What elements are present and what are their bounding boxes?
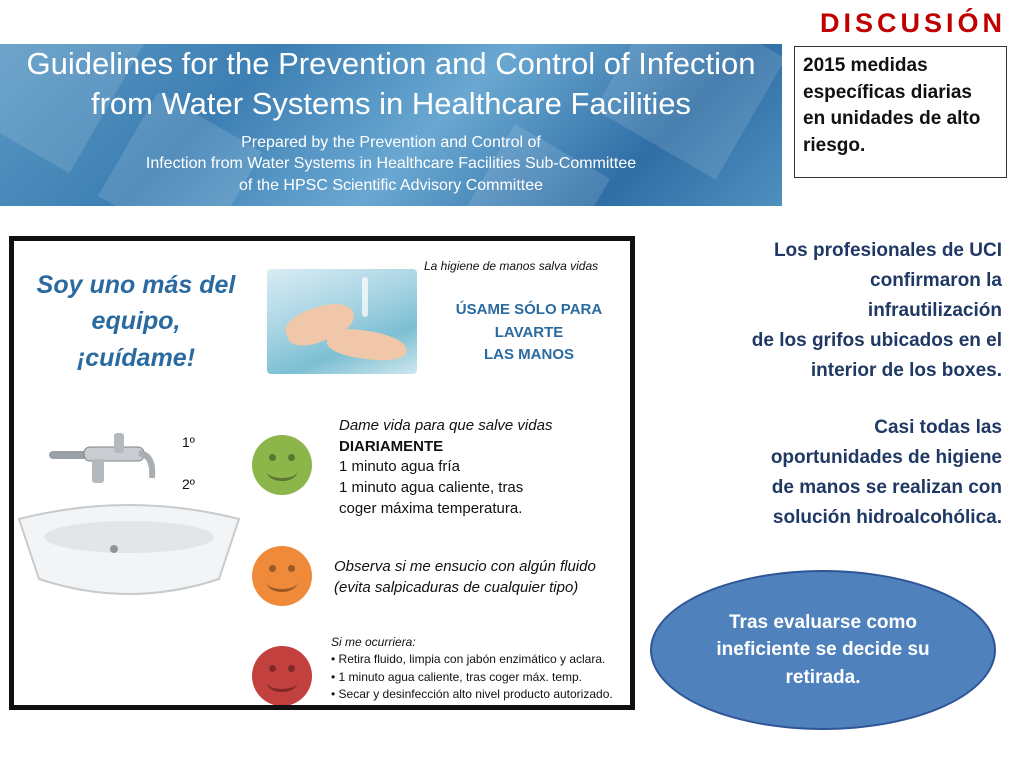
conclusion-text: Tras evaluarse como ineficiente se decide su retirada. [716, 611, 930, 688]
observe-line1: Observa si me ensucio con algún fluido [334, 558, 596, 575]
finding1-line5: interior de los boxes. [810, 360, 1002, 382]
finding1-line4: de los grifos ubicados en el [751, 330, 1002, 352]
measures-2015-box: 2015 medidas específicas diarias en unidades de alto riesgo. [794, 46, 1007, 178]
step-2-label: 2º [182, 476, 195, 492]
conclusion-ellipse [650, 570, 996, 730]
guidelines-banner-image [0, 44, 782, 206]
incident-heading: Si me ocurriera: [331, 635, 416, 649]
observe-line2: (evita salpicaduras de cualquier tipo) [334, 579, 579, 596]
observe-instructions [334, 556, 596, 598]
finding2-line4: solución hidroalcohólica. [772, 507, 1002, 529]
use-only-line2: LAVARTE [494, 323, 564, 341]
green-smiley-icon [252, 435, 312, 495]
daily-line3: 1 minuto agua fría [339, 458, 460, 476]
slide-title: DISCUSIÓN [819, 8, 1006, 38]
daily-line2: DIARIAMENTE [339, 437, 444, 455]
finding2-line2: oportunidades de higiene [770, 447, 1002, 469]
daily-line4: 1 minuto agua caliente, tras [339, 479, 524, 497]
banner-subtitle-line2: Infection from Water Systems in Healthcare Facilities Sub-Committee [145, 155, 637, 172]
incident-instructions [331, 634, 613, 704]
daily-line5: coger máxima temperatura. [339, 499, 523, 517]
poster-title-line1: Soy uno más del [36, 271, 236, 299]
banner-title-line2: from Water Systems in Healthcare Facilities [90, 86, 692, 121]
incident-item: • 1 minuto agua caliente, tras coger máx. temp. [331, 669, 582, 684]
banner-subtitle-line1: Prepared by the Prevention and Control of [241, 134, 541, 151]
finding1-line1: Los profesionales de UCI [773, 240, 1002, 261]
use-only-line1: ÚSAME SÓLO PARA [455, 301, 603, 318]
poster-tagline: La higiene de manos salva vidas [424, 259, 599, 273]
poster-title [26, 267, 246, 376]
use-only-line3: LAS MANOS [484, 346, 574, 363]
daily-line1: Dame vida para que salve vidas [339, 417, 553, 434]
red-smiley-icon [252, 646, 312, 706]
finding1-line2: confirmaron la [870, 270, 1002, 292]
daily-instructions [339, 416, 552, 519]
banner-title-line1: Guidelines for the Prevention and Control of Infection [26, 46, 756, 81]
banner-subtitle-line3: of the HPSC Scientific Advisory Committee [238, 177, 544, 194]
poster-title-line3: ¡cuídame! [76, 343, 196, 372]
use-only-notice [434, 299, 624, 367]
hand-hygiene-poster [9, 236, 635, 710]
poster-title-line2: equipo, [91, 307, 181, 336]
finding2-line3: de manos se realizan con [771, 477, 1002, 499]
finding2-line1: Casi todas las [874, 417, 1002, 439]
step-1-label: 1º [182, 434, 195, 450]
orange-smiley-icon [252, 546, 312, 606]
washbasin-image [14, 499, 244, 604]
faucet-image [44, 433, 159, 493]
incident-item: • Retira fluido, limpia con jabón enzimático y aclara. [331, 652, 606, 667]
finding1-line3: infrautilización [867, 300, 1002, 322]
handwashing-photo [267, 269, 417, 374]
findings-text [690, 236, 1002, 533]
incident-item: • Secar y desinfección alto nivel producto autorizado. [331, 687, 613, 702]
